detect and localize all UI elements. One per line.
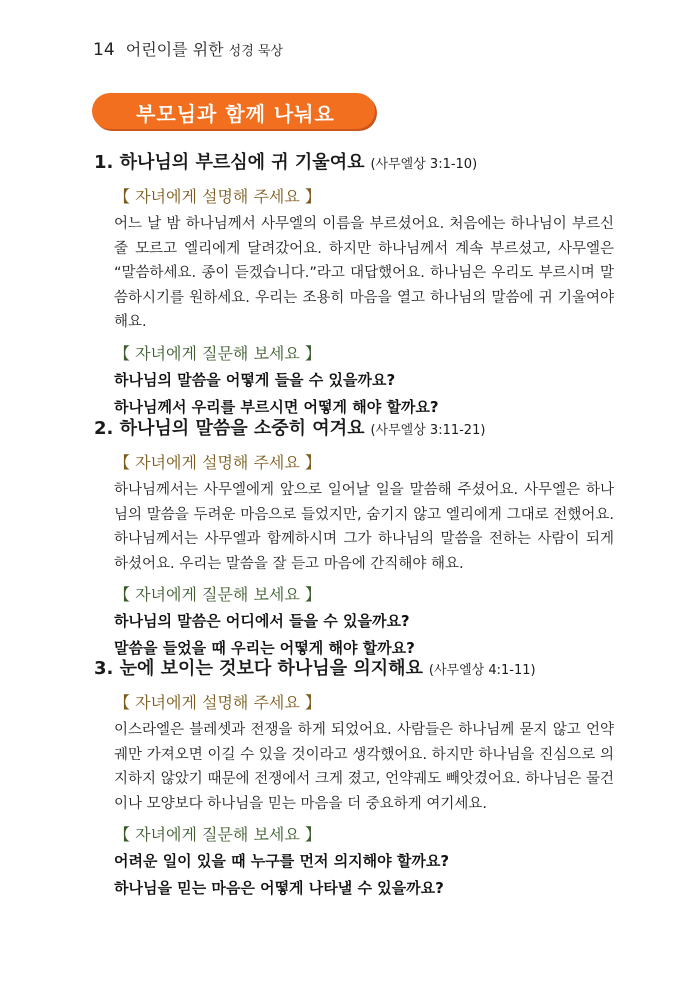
explanation-text: 어느 날 밤 하나님께서 사무엘의 이름을 부르셨어요. 처음에는 하나님이 부르신 줄 모르고 엘리에게 달려갔어요. 하지만 하나님께서 계속 부르셨고, 사무엘은 “말씀하세요. 종이 듣겠습니다.”라고 대답했어요. 하나님은 우리도 부르시며 말씀하시기를 원하세요. 우리는 조용히 마음을 열고 하나님의 말씀에 귀 기울여야 해요. <box>114 216 615 330</box>
explain-tag: 【 자녀에게 설명해 주세요 】 <box>114 187 321 206</box>
explain-tag: 【 자녀에게 설명해 주세요 】 <box>114 453 321 472</box>
question: 어려운 일이 있을 때 누구를 먼저 의지해야 할까요? <box>114 852 450 870</box>
explanation-text: 하나님께서는 사무엘에게 앞으로 일어날 일을 말씀해 주셨어요. 사무엘은 하나님의 말씀을 두려운 마음으로 들었지만, 숨기지 않고 엘리에게 그대로 전했어요. 하나님께서는 사무엘과 함께하시며 그가 하나님의 말씀을 전하는 사람이 되게 하셨어요. 우리는 말씀을 잘 듣고 마음에 간직해야 해요. <box>114 482 614 572</box>
section-title: 1. 하나님의 부르심에 귀 기울여요 (사무엘상 3:1-10) <box>94 152 478 173</box>
scripture-reference: (사무엘상 4:1-11) <box>428 663 536 678</box>
explanation-text: 이스라엘은 블레셋과 전쟁을 하게 되었어요. 사람들은 하나님께 묻지 않고 언약궤만 가져오면 이길 수 있을 것이라고 생각했어요. 하지만 하나님을 진심으로 의지하지 않았기 때문에 전쟁에서 크게 졌고, 언약궤도 빼앗겼어요. 하나님은 물건이나 모양보다 하나님을 믿는 마음을 더 중요하게 여기세요. <box>114 722 614 812</box>
book-title: 어린이를 위한 <box>125 40 224 59</box>
question: 하나님의 말씀은 어디에서 들을 수 있을까요? <box>114 612 410 630</box>
devotion-section-2 <box>94 416 614 662</box>
section-title: 2. 하나님의 말씀을 소중히 여겨요 (사무엘상 3:11-21) <box>94 418 486 439</box>
banner-title: 부모님과 함께 나눠요 <box>136 102 335 126</box>
section-title: 3. 눈에 보이는 것보다 하나님을 의지해요 (사무엘상 4:1-11) <box>94 658 536 679</box>
page-number: 14 <box>93 40 115 60</box>
explain-tag: 【 자녀에게 설명해 주세요 】 <box>114 693 321 712</box>
scripture-reference: (사무엘상 3:1-10) <box>370 157 478 172</box>
question: 하나님을 믿는 마음은 어떻게 나타낼 수 있을까요? <box>114 879 444 897</box>
scripture-reference: (사무엘상 3:11-21) <box>370 423 486 438</box>
book-subtitle: 성경 묵상 <box>228 44 284 59</box>
running-header <box>93 37 283 60</box>
question: 하나님의 말씀을 어떻게 들을 수 있을까요? <box>114 370 396 389</box>
ask-tag: 【 자녀에게 질문해 보세요 】 <box>114 825 321 844</box>
question: 하나님께서 우리를 부르시면 어떻게 해야 할까요? <box>114 397 439 416</box>
devotion-section-3 <box>94 656 614 902</box>
ask-tag: 【 자녀에게 질문해 보세요 】 <box>114 343 321 363</box>
section-banner <box>92 93 375 129</box>
question: 말씀을 들었을 때 우리는 어떻게 해야 할까요? <box>114 639 415 657</box>
devotion-section-1 <box>94 150 614 421</box>
ask-tag: 【 자녀에게 질문해 보세요 】 <box>114 585 321 604</box>
